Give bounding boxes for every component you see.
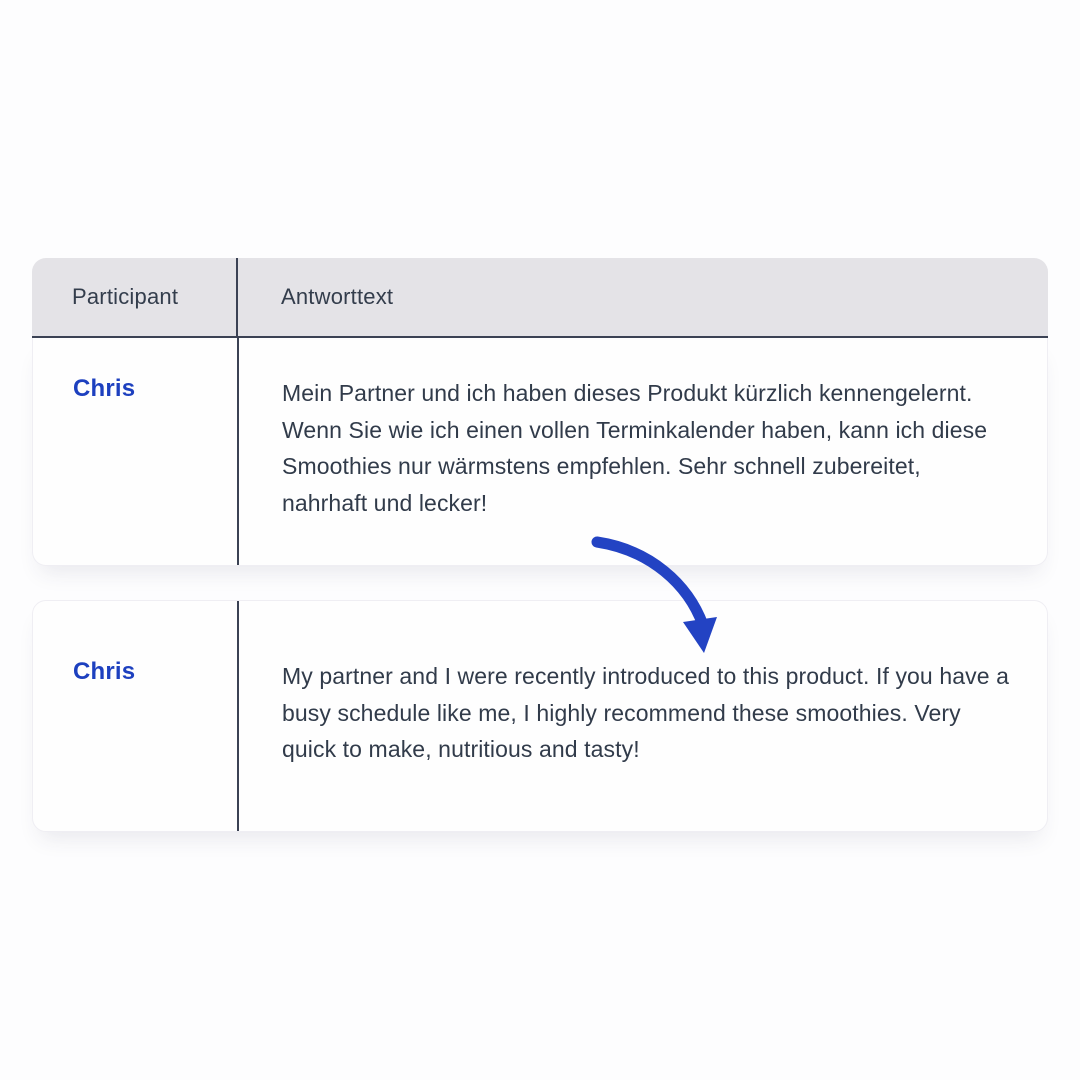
answer-text-english: My partner and I were recently introduced to this product. If you have a busy schedule like me, I highly recommend these smoothies. Very quick to make, nutritious and tasty! [282, 663, 1009, 762]
table-header-row [32, 258, 1048, 338]
participant-column-label: Participant [72, 284, 179, 309]
antworttext-column-label: Antworttext [281, 284, 394, 309]
participant-name: Chris [73, 658, 136, 685]
participant-name: Chris [73, 375, 136, 402]
survey-response-table [32, 258, 1048, 566]
cell-answer-translated [237, 601, 1047, 831]
answer-text-german: Mein Partner und ich haben dieses Produkt kürzlich kennengelernt. Wenn Sie wie ich einen vollen Terminkalender haben, kann ich diese Smoothies nur wärmstens empfehlen. Sehr schnell zubereitet, nahrhaft und lecker! [282, 380, 988, 516]
header-cell-antworttext [236, 258, 1048, 336]
table-row-translated [32, 600, 1048, 832]
cell-participant-original [33, 338, 237, 565]
cell-answer-original [237, 338, 1047, 565]
table-row-original [32, 338, 1048, 566]
cell-participant-translated [33, 601, 237, 831]
header-cell-participant [32, 258, 236, 336]
